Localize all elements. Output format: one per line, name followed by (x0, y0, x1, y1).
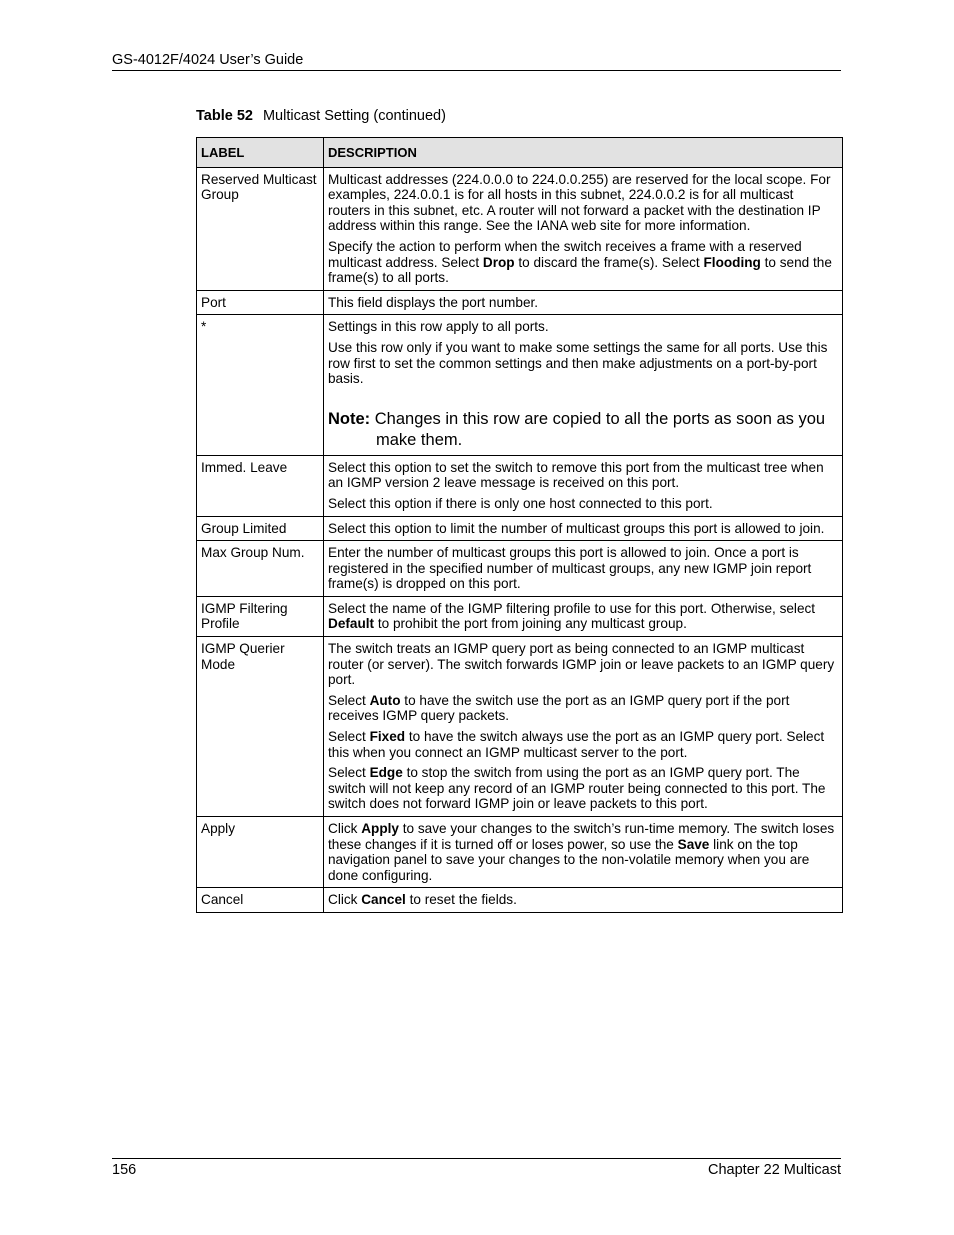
page-footer (112, 1158, 841, 1178)
row-label: Apply (197, 817, 324, 888)
text-segment: Select this option to set the switch to remove this port from the multicast tree when an IGMP version 2 leave message is received on this port. (328, 459, 824, 491)
text-segment: to save your changes to the switch’s run-time memory. The switch loses these changes if it is turned off or loses power, so use the (328, 821, 835, 852)
text-segment: to discard the frame(s). Select (514, 254, 704, 270)
table-row (197, 541, 843, 597)
page-number: 156 (112, 1162, 137, 1178)
note-paragraph (328, 409, 838, 451)
row-label: Group Limited (197, 516, 324, 541)
table-row (197, 888, 843, 913)
multicast-setting-table (196, 137, 843, 913)
description-paragraph (328, 239, 838, 286)
text-segment: to have the switch always use the port as an IGMP query port. Select this when you connect an IGMP multicast server to the port. (328, 729, 825, 760)
text-segment: Select the name of the IGMP filtering profile to use for this port. Otherwise, select (328, 600, 816, 616)
description-paragraph (328, 295, 838, 311)
text-segment: to stop the switch from using the port as an IGMP query port. The switch will not keep any record of an IGMP router being connected to this port. The switch does not forward IGMP join or leave packets to this port. (328, 765, 826, 812)
row-description (324, 516, 843, 541)
row-description (324, 596, 843, 636)
bold-term: Fixed (369, 729, 406, 745)
table-row (197, 596, 843, 636)
description-paragraph (328, 545, 838, 592)
table-body (197, 167, 843, 912)
text-segment: Select this option to limit the number of multicast groups this port is allowed to join. (328, 520, 825, 536)
table-number: Table 52 (196, 108, 253, 124)
text-segment: Enter the number of multicast groups this port is allowed to join. Once a port is registered in the specified number of multicast groups, any new IGMP join report frame(s) is dropped on this port. (328, 545, 812, 592)
table-row (197, 455, 843, 516)
description-paragraph (328, 821, 838, 883)
description-paragraph (328, 319, 838, 335)
description-paragraph (328, 641, 838, 688)
description-paragraph (328, 765, 838, 812)
row-description (324, 637, 843, 817)
table-row (197, 290, 843, 315)
table-title: Multicast Setting (continued) (262, 108, 446, 124)
text-segment: Specify the action to perform when the switch receives a frame with a reserved multicast address. Select (328, 238, 802, 270)
row-description (324, 455, 843, 516)
text-segment: This field displays the port number. (328, 294, 539, 310)
description-column-header: DESCRIPTION (324, 138, 843, 168)
row-description (324, 315, 843, 455)
table-header-row (197, 138, 843, 168)
row-description (324, 888, 843, 913)
text-segment: Select (328, 692, 370, 708)
table-row (197, 817, 843, 888)
text-segment: link on the top navigation panel to save your changes to the non-volatile memory when you are done configuring. (328, 836, 810, 883)
bold-term: Edge (369, 765, 403, 781)
table-caption (196, 108, 446, 124)
text-segment: Use this row only if you want to make some settings the same for all ports. Use this row first to set the common settings and then make adjustments on a port-by-port basis. (328, 339, 828, 387)
row-description (324, 541, 843, 597)
row-label: * (197, 315, 324, 455)
row-label: IGMP Filtering Profile (197, 596, 324, 636)
row-label: IGMP Querier Mode (197, 637, 324, 817)
table-row (197, 315, 843, 455)
text-segment: Settings in this row apply to all ports. (328, 319, 549, 335)
bold-term: Flooding (703, 254, 761, 270)
bold-term: Auto (369, 692, 401, 708)
description-paragraph (328, 521, 838, 537)
row-label: Max Group Num. (197, 541, 324, 597)
text-segment: Multicast addresses (224.0.0.0 to 224.0.0.255) are reserved for the local scope. For examples, 224.0.0.1 is for all hosts in this subnet, 224.0.0.2 is for all multicast routers in this subnet, etc. A router will not forward a packet with the destination IP address within this range. See the IANA web site for more information. (328, 171, 831, 234)
text-segment: Click (328, 892, 362, 908)
note-text: Changes in this row are copied to all the ports as soon as you make them. (370, 409, 826, 449)
bold-term: Save (677, 836, 710, 852)
description-paragraph (328, 729, 838, 760)
description-paragraph (328, 460, 838, 491)
text-segment: to prohibit the port from joining any multicast group. (374, 616, 687, 632)
row-label: Reserved Multicast Group (197, 167, 324, 290)
description-paragraph (328, 340, 838, 387)
row-description (324, 290, 843, 315)
description-paragraph (328, 172, 838, 234)
description-paragraph (328, 601, 838, 632)
text-segment: The switch treats an IGMP query port as being connected to an IGMP multicast router (or server). The switch forwards IGMP join or leave packets to an IGMP query port. (328, 641, 835, 688)
description-paragraph (328, 496, 838, 512)
text-segment: Click (328, 821, 362, 836)
row-label: Port (197, 290, 324, 315)
table-row (197, 637, 843, 817)
table-row (197, 516, 843, 541)
label-column-header: LABEL (197, 138, 324, 168)
text-segment: Select this option if there is only one host connected to this port. (328, 495, 713, 511)
row-description (324, 167, 843, 290)
description-paragraph (328, 693, 838, 724)
bold-term: Cancel (361, 892, 406, 908)
description-paragraph (328, 892, 838, 908)
bold-term: Default (328, 616, 375, 632)
note-prefix: Note: (328, 409, 371, 428)
page-header (112, 52, 841, 71)
text-segment: to have the switch use the port as an IGMP query port if the port receives IGMP query packets. (328, 692, 790, 724)
bold-term: Drop (482, 254, 515, 270)
row-label: Immed. Leave (197, 455, 324, 516)
bold-term: Apply (361, 821, 399, 836)
table-row (197, 167, 843, 290)
row-description (324, 817, 843, 888)
text-segment: Select (328, 729, 370, 745)
text-segment: to reset the fields. (405, 892, 517, 908)
row-label: Cancel (197, 888, 324, 913)
text-segment: to send the frame(s) to all ports. (328, 254, 832, 286)
text-segment: Select (328, 765, 370, 781)
chapter-title: Chapter 22 Multicast (708, 1162, 841, 1178)
guide-title: GS-4012F/4024 User’s Guide (112, 52, 304, 68)
